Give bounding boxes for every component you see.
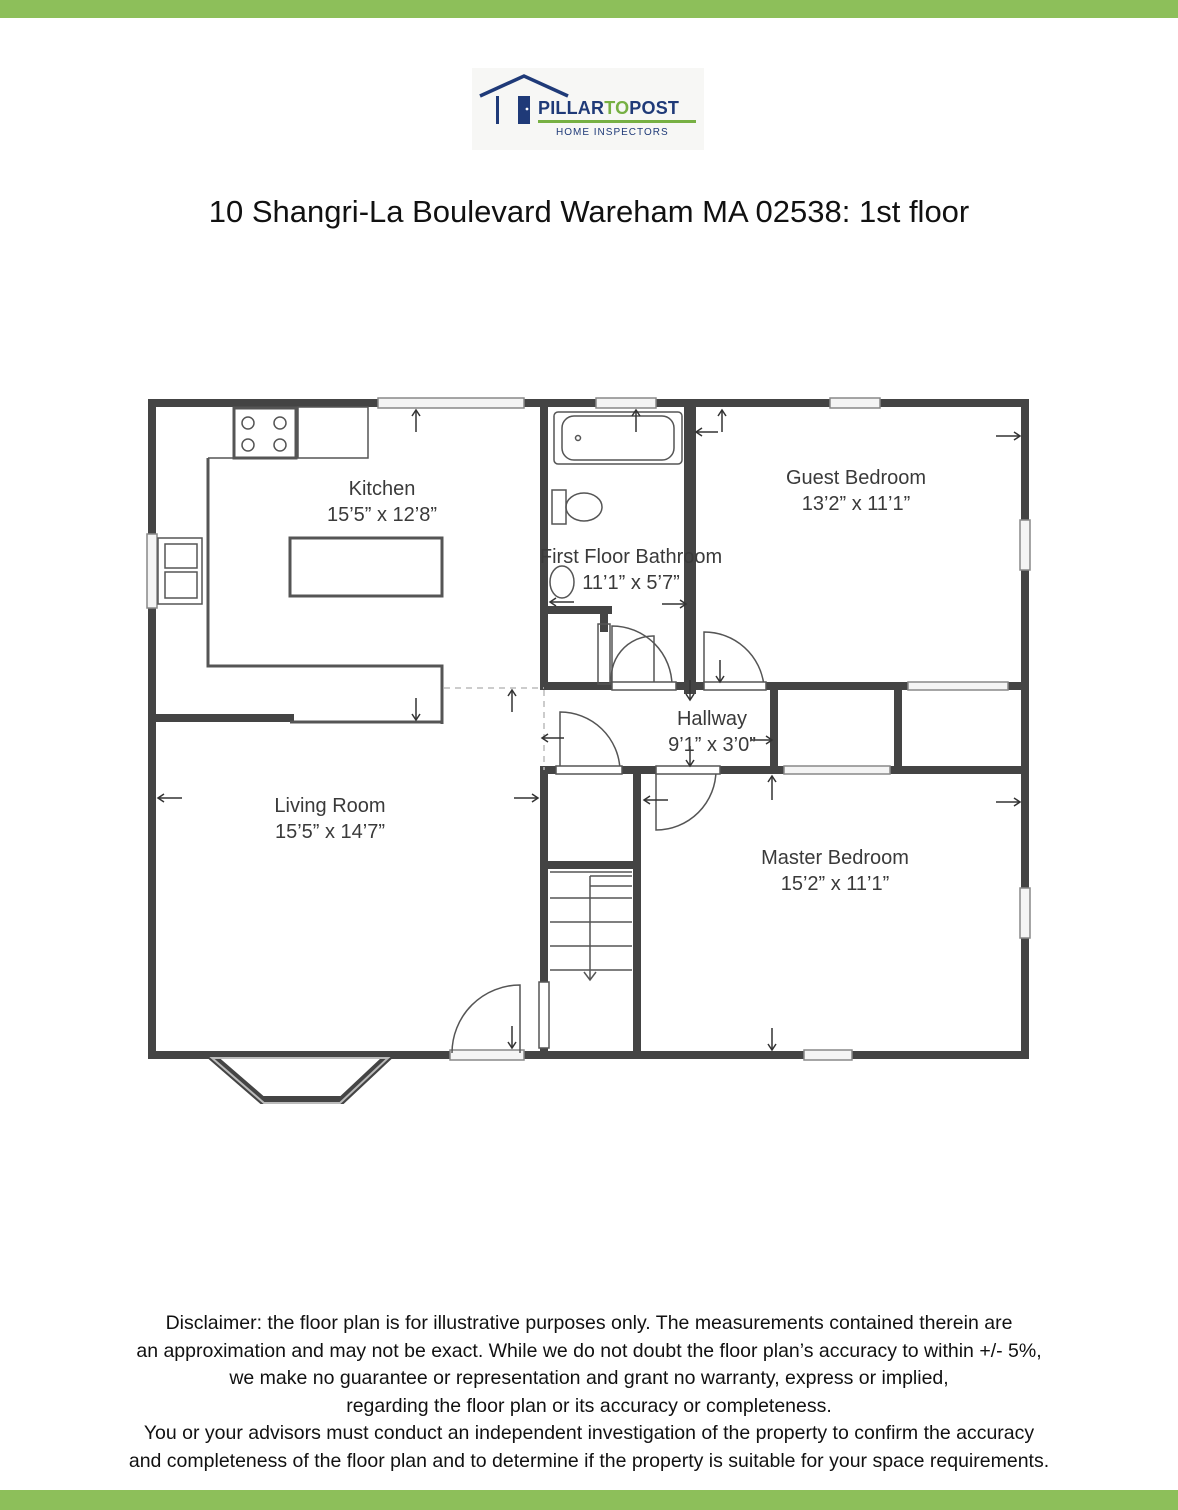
bath-closet-door bbox=[612, 626, 672, 686]
master-bedroom-size: 15’2” x 11’1” bbox=[780, 873, 890, 895]
logo-tagline: HOME INSPECTORS bbox=[556, 127, 669, 138]
room-label-guest-bedroom bbox=[786, 465, 926, 517]
disclaimer-text bbox=[20, 1310, 1158, 1475]
room-label-living-room bbox=[274, 793, 385, 845]
room-label-bathroom bbox=[540, 544, 722, 596]
disclaimer-line: You or your advisors must conduct an independent investigation of the property to confirm the accuracy bbox=[143, 1422, 1035, 1444]
kitchen-window bbox=[378, 398, 524, 408]
bathtub-icon bbox=[554, 412, 682, 464]
master-bedroom-window-east bbox=[1020, 888, 1030, 938]
closet-door bbox=[560, 712, 620, 770]
guest-bedroom-size: 13’2” x 11’1” bbox=[801, 493, 911, 515]
master-bedroom-window-south bbox=[804, 1050, 852, 1060]
bottom-border-band bbox=[0, 1490, 1178, 1510]
stairs bbox=[550, 872, 632, 980]
guest-bedroom-door bbox=[704, 632, 764, 686]
kitchen-island bbox=[290, 538, 442, 596]
living-room-size: 15’5” x 14’7” bbox=[274, 821, 386, 843]
disclaimer-line: we make no guarantee or representation and grant no warranty, express or implied, bbox=[229, 1367, 949, 1389]
toilet-icon bbox=[566, 493, 602, 521]
guest-bedroom-name: Guest Bedroom bbox=[785, 467, 927, 489]
room-label-hallway bbox=[668, 706, 756, 758]
living-room-name: Living Room bbox=[274, 795, 386, 817]
kitchen-window-west bbox=[147, 534, 157, 608]
closet-slider-guest bbox=[908, 682, 1008, 690]
toilet-tank bbox=[552, 490, 566, 524]
front-door-threshold bbox=[450, 1050, 524, 1060]
room-label-kitchen bbox=[327, 476, 437, 528]
hallway-name: Hallway bbox=[676, 708, 748, 730]
disclaimer-line: Disclaimer: the floor plan is for illustrative purposes only. The measurements contained therein are bbox=[165, 1312, 1013, 1334]
stove-icon bbox=[234, 408, 296, 458]
bathroom-window bbox=[596, 398, 656, 408]
page-title: 10 Shangri-La Boulevard Wareham MA 02538: 1st floor bbox=[208, 194, 970, 229]
front-door bbox=[452, 985, 520, 1053]
hallway-size: 9’1” x 3’0” bbox=[668, 734, 756, 756]
room-label-master-bedroom bbox=[761, 845, 909, 897]
disclaimer-line: and completeness of the floor plan and to determine if the property is suitable for your space requirements. bbox=[128, 1449, 1050, 1472]
bathroom-name: First Floor Bathroom bbox=[539, 546, 723, 568]
guest-bedroom-window-north bbox=[830, 398, 880, 408]
logo-wordmark: PILLARTOPOST bbox=[538, 98, 680, 118]
bay-window bbox=[210, 1055, 390, 1103]
bathroom-size: 11’1” x 5’7” bbox=[582, 572, 680, 594]
master-bedroom-name: Master Bedroom bbox=[761, 847, 909, 869]
disclaimer-line: an approximation and may not be exact. While we do not doubt the floor plan’s accuracy to within +/- 5%, bbox=[136, 1339, 1042, 1362]
closet-slider-master bbox=[784, 766, 890, 774]
kitchen-size: 15’5” x 12’8” bbox=[326, 504, 438, 526]
disclaimer-line: regarding the floor plan or its accuracy or completeness. bbox=[346, 1394, 832, 1417]
guest-bedroom-window-east bbox=[1020, 520, 1030, 570]
doors bbox=[452, 626, 766, 1053]
kitchen-fixtures bbox=[158, 407, 442, 724]
kitchen-name: Kitchen bbox=[348, 478, 416, 500]
